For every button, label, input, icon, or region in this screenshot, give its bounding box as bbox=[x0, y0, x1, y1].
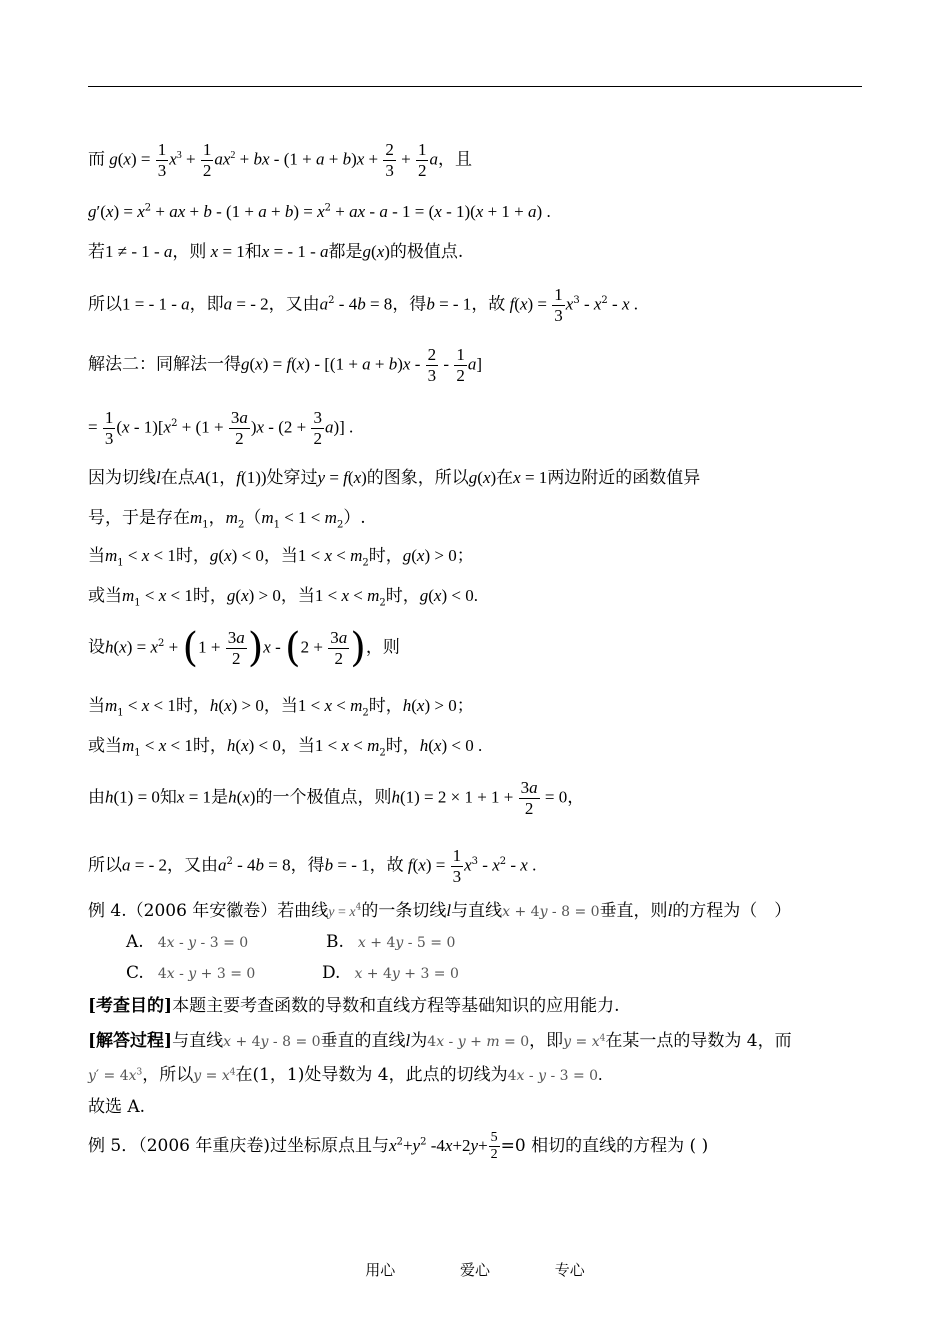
text: 在某一点的导数为 4，而 bbox=[605, 1031, 792, 1051]
text: 时， bbox=[385, 736, 420, 756]
text: 时， bbox=[175, 696, 210, 716]
text: ， bbox=[280, 736, 298, 756]
text: 是 bbox=[211, 787, 229, 808]
text: 的一条切线 bbox=[361, 901, 447, 921]
text: 由 bbox=[88, 787, 105, 808]
line-g-definition: 而 g(x) = $\frac{1}{3}$ $x^3$ + $\frac{1}{2}$ $ax^2$ + bx - (1 + a + b)x + $\frac{2}{3}$ + $\frac{1}{2}$ a，且 bbox=[88, 140, 472, 180]
text: 例 4.（2006 年安徽卷）若曲线 bbox=[88, 901, 329, 921]
text: ， bbox=[263, 546, 281, 566]
option-d: D. x + 4y + 3 = 0 bbox=[322, 963, 459, 983]
example-5-question: 例 5．（2006 年重庆卷)过坐标原点且与$x^2+y^2$ -4x+2y+ $\frac{5}{2}$ =0 相切的直线的方程为 ( ) bbox=[88, 1130, 709, 1163]
text: 的一个极值点，则 bbox=[255, 787, 392, 808]
text: 与直线 bbox=[172, 1031, 224, 1051]
text: 的极值点. bbox=[389, 242, 464, 262]
text: B. bbox=[326, 932, 344, 952]
text: ，又由 bbox=[167, 855, 218, 876]
text: 时， bbox=[175, 546, 210, 566]
text: 所以 bbox=[88, 855, 122, 876]
text: 所以 bbox=[88, 294, 122, 315]
text: 时， bbox=[368, 696, 403, 716]
text: ，即 bbox=[189, 294, 224, 315]
text: ，得 bbox=[290, 855, 325, 876]
purpose-line bbox=[88, 998, 620, 1015]
text: ，故 bbox=[369, 855, 404, 876]
text: 处穿过 bbox=[266, 468, 318, 488]
text: A. bbox=[126, 932, 144, 952]
process-label: [解答过程] bbox=[88, 1031, 173, 1051]
text: 时， bbox=[192, 586, 227, 606]
text: ，即 bbox=[529, 1031, 564, 1051]
text: 垂直的直线 bbox=[320, 1031, 406, 1051]
line-conclusion-2: 所以a = - 2，又由$a^2 - 4b = 8$，得b = - 1，故 f(x) = $\frac{1}{3}$ $x^3 - x^2$ - x . bbox=[88, 846, 537, 886]
page-footer bbox=[0, 1259, 950, 1280]
text: 当 bbox=[88, 546, 105, 566]
text: 都是 bbox=[328, 242, 363, 262]
text: 解法二：同解法一得 bbox=[88, 354, 241, 375]
text: 两边附近的函数值异 bbox=[547, 468, 701, 488]
line-method-two: 解法二：同解法一得g(x) = f(x) - [(1 + a + b)x - $\frac{2}{3}$ - $\frac{1}{2}$ a] bbox=[88, 345, 482, 385]
process-line-2: $y' = 4x^3$，所以$y = x^4$在(1，1)处导数为 4，此点的切线为4x - y - 3 = 0. bbox=[88, 1065, 603, 1085]
text: ， bbox=[280, 586, 298, 606]
line-tangent-crossing: 因为切线l在点A(1，f(1))处穿过y = f(x)的图象，所以g(x)在x = 1两边附近的函数值异 bbox=[88, 468, 701, 488]
text: 号，于是存在 bbox=[88, 508, 190, 528]
line-case-h-2: 或当$m_1 < x < 1$时，h(x) < 0，当$1 < x < m_2$时，h(x) < 0 . bbox=[88, 736, 483, 759]
text: ，则 bbox=[172, 242, 207, 262]
line-h-extreme: 由h(1) = 0知x = 1是h(x)的一个极值点，则h(1) = 2 × 1 + 1 + $\frac{3a}{2}$ = 0， bbox=[88, 778, 585, 818]
text: 与直线 bbox=[451, 901, 503, 921]
line-factorized: = $\frac{1}{3}$ $(x - 1)[x^2 + (1$ + $\frac{3a}{2}$ )x - (2 + $\frac{3}{2}$ a)] . bbox=[88, 408, 354, 448]
text: ，所以 bbox=[142, 1065, 194, 1085]
text: C. bbox=[126, 963, 144, 983]
process-line-1: [解答过程]与直线x + 4y - 8 = 0垂直的直线l为4x - y + m = 0，即$y = x^4$在某一点的导数为 4，而 bbox=[88, 1031, 792, 1051]
text: 知 bbox=[159, 787, 177, 808]
line-case-g-2: 或当$m_1 < x < 1$时，g(x) > 0，当$1 < x < m_2$时，g(x) < 0. bbox=[88, 586, 478, 609]
text: 而 bbox=[88, 149, 105, 170]
text: 若 bbox=[88, 242, 105, 262]
line-case-g-1: 当$m_1 < x < 1$时，g(x) < 0，当$1 < x < m_2$时，g(x) > 0； bbox=[88, 546, 474, 569]
text: 和 bbox=[244, 242, 262, 262]
text: 时， bbox=[192, 736, 227, 756]
text: 当 bbox=[280, 546, 298, 566]
line-define-h: 设$h(x) = x^2 + (1$ + $\frac{3a}{2}$ )x - (2 + $\frac{3a}{2}$ )，则 bbox=[88, 625, 400, 672]
text: 因为切线 bbox=[88, 468, 156, 488]
option-c: C. 4x - y + 3 = 0 bbox=[126, 963, 256, 983]
footer-word: 用心 bbox=[365, 1261, 396, 1279]
footer-word: 专心 bbox=[554, 1261, 585, 1279]
text: ，故 bbox=[471, 294, 506, 315]
text: 当 bbox=[280, 696, 298, 716]
footer-word: 爱心 bbox=[459, 1261, 490, 1279]
text: 的图象，所以 bbox=[366, 468, 469, 488]
text: 或当 bbox=[88, 736, 122, 756]
line-conclusion-1: 所以1 = - 1 - a，即a = - 2，又由$a^2 - 4b = 8$，得b = - 1，故 f(x) = $\frac{1}{3}$ $x^3 - x^2$ - x . bbox=[88, 285, 638, 325]
text: 时， bbox=[385, 586, 420, 606]
text: 当 bbox=[297, 736, 315, 756]
text: 的方程为（ ） bbox=[672, 901, 792, 921]
text: 例 5．（2006 年重庆卷)过坐标原点且与 bbox=[88, 1136, 390, 1157]
line-case-h-1: 当$m_1 < x < 1$时，h(x) > 0，当$1 < x < m_2$时，h(x) > 0； bbox=[88, 696, 474, 719]
line-extreme-points: 若1 ≠ - 1 - a，则 x = 1和x = - 1 - a都是g(x)的极值点. bbox=[88, 242, 464, 262]
text: 为 bbox=[410, 1031, 428, 1051]
purpose-label: [考查目的] bbox=[88, 996, 173, 1016]
text: 本题主要考查函数的导数和直线方程等基础知识的应用能力. bbox=[172, 996, 620, 1016]
text: ，又由 bbox=[268, 294, 320, 315]
text: D. bbox=[322, 963, 341, 983]
text: 设 bbox=[88, 637, 105, 658]
text: =0 相切的直线的方程为 ( ) bbox=[500, 1136, 709, 1157]
text: ，则 bbox=[365, 637, 400, 658]
line-exists-m: 号，于是存在$m_1$，$m_2(m_1 < 1 < m_2)$. bbox=[88, 508, 366, 531]
text: 当 bbox=[297, 586, 315, 606]
option-b: B. x + 4y - 5 = 0 bbox=[326, 932, 456, 952]
text: ）. bbox=[343, 508, 366, 528]
text: ，得 bbox=[392, 294, 427, 315]
text: 当 bbox=[88, 696, 105, 716]
line-g-derivative: $g'(x) = x^2$ + ax + $b - (1 + a + b) = x^2$ + ax - a - 1 = (x - 1)(x + 1 + a) . bbox=[88, 202, 551, 221]
text: ，且 bbox=[437, 149, 472, 170]
text: 或当 bbox=[88, 586, 122, 606]
option-a: A. 4x - y - 3 = 0 bbox=[126, 932, 249, 952]
text: 垂直，则 bbox=[599, 901, 668, 921]
answer-line bbox=[88, 1099, 145, 1116]
header-rule bbox=[88, 86, 862, 87]
text: 在 bbox=[496, 468, 514, 488]
text: 故选 A. bbox=[88, 1097, 146, 1117]
text: 在(1，1)处导数为 4，此点的切线为 bbox=[235, 1065, 508, 1085]
text: ， bbox=[263, 696, 281, 716]
text: 在点 bbox=[160, 468, 195, 488]
text: 时， bbox=[368, 546, 403, 566]
example-4-question: 例 4.（2006 年安徽卷）若曲线$y = x^4$的一条切线l与直线x + 4y - 8 = 0垂直，则l的方程为（ ） bbox=[88, 901, 792, 921]
